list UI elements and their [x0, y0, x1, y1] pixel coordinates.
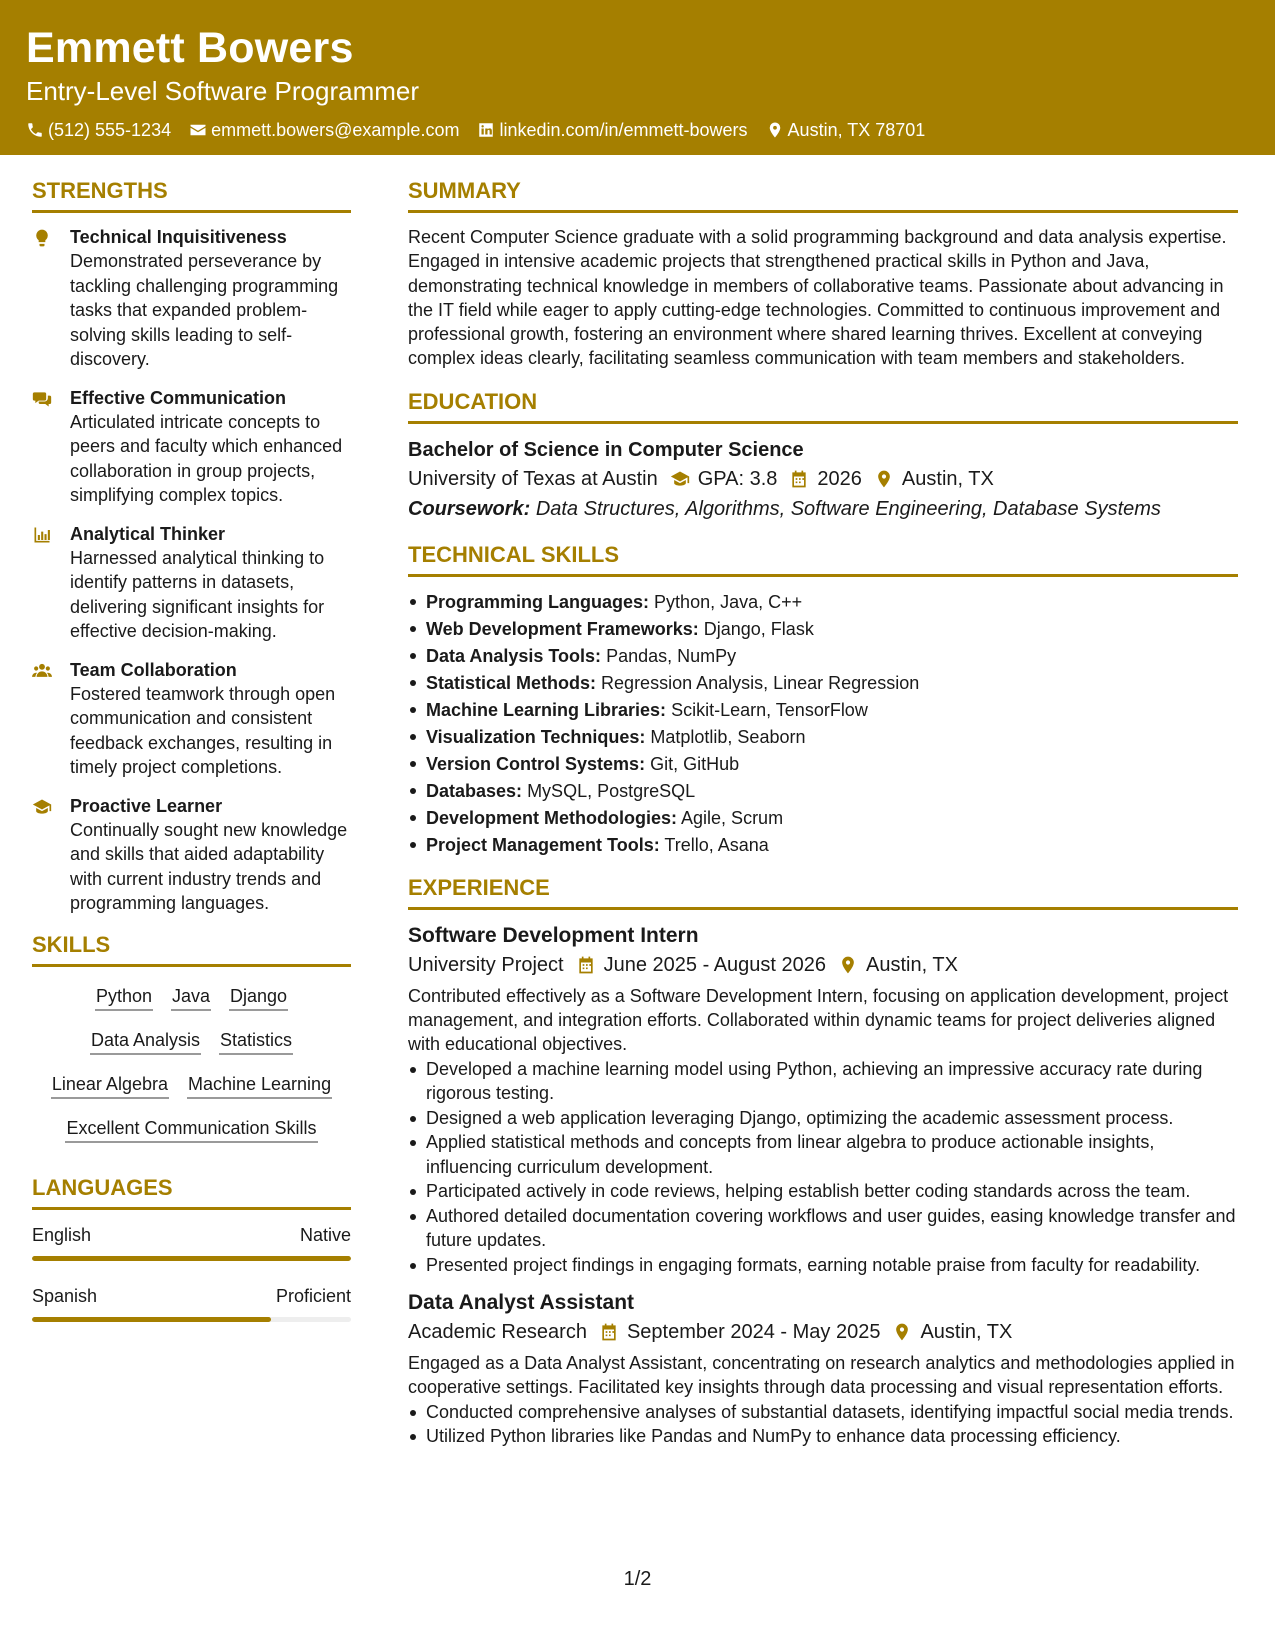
phone-text: (512) 555-1234 — [48, 120, 172, 140]
skill-category: Web Development Frameworks: — [426, 618, 699, 639]
list-item: Conducted comprehensive analyses of substantial datasets, identifying impactful social media trends. — [408, 1400, 1238, 1425]
strength-title: Team Collaboration — [70, 659, 237, 680]
contact-linkedin[interactable] — [477, 118, 747, 142]
language-name: Spanish — [32, 1285, 98, 1306]
experience-item — [408, 1289, 1238, 1449]
skill-values: Trello, Asana — [664, 834, 769, 855]
job-location: Austin, TX — [920, 1321, 1013, 1344]
skill-values: MySQL, PostgreSQL — [527, 780, 696, 801]
skill-tag: Java — [171, 983, 211, 1011]
coursework-list: Data Structures, Algorithms, Software Engineering, Database Systems — [535, 497, 1161, 520]
language-name: English — [32, 1224, 92, 1245]
graduation-year: 2026 — [817, 467, 862, 490]
languages-heading: LANGUAGES — [32, 1173, 351, 1210]
job-meta — [408, 950, 1238, 980]
skill-category: Version Control Systems: — [426, 753, 646, 774]
language-bar — [32, 1256, 351, 1261]
list-item — [408, 805, 1238, 832]
strength-title: Technical Inquisitiveness — [70, 227, 287, 247]
skill-values: Matplotlib, Seaborn — [650, 726, 806, 747]
calendar-icon — [789, 469, 809, 489]
strength-desc: Demonstrated perseverance by tackling challenging programming tasks that expanded problem-solving skills leading to self-discovery. — [70, 251, 339, 369]
strength-desc: Harnessed analytical thinking to identify patterns in datasets, delivering significant insights for effective decision-making. — [70, 547, 325, 641]
skill-tag: Statistics — [219, 1027, 293, 1055]
experience-heading: EXPERIENCE — [408, 873, 1238, 910]
education-heading: EDUCATION — [408, 387, 1238, 424]
summary-heading: SUMMARY — [408, 176, 1238, 213]
skill-tag: Python — [95, 983, 153, 1011]
summary-text: Recent Computer Science graduate with a solid programming background and data analysis expertise. Engaged in intensive academic projects that strengthened practical skills in Python and Java, demonstrating technical knowledge in members of collaborative teams. Passionate about advancing in the IT field while eager to apply cutting-edge technologies. Committed to continuous improvement and professional growth, fostering an environment where shared learning thrives. Excellent at conveying complex ideas clearly, facilitating seamless communication with team members and stakeholders. — [408, 227, 1227, 369]
lightbulb-icon — [32, 228, 52, 248]
skill-values: Scikit-Learn, TensorFlow — [671, 699, 868, 720]
resume-header — [0, 0, 1275, 155]
coursework — [408, 494, 1238, 524]
school-location: Austin, TX — [901, 467, 994, 490]
skill-values: Regression Analysis, Linear Regression — [601, 672, 920, 693]
map-marker-icon — [766, 121, 784, 139]
strength-title: Proactive Learner — [70, 795, 223, 816]
candidate-name: Emmett Bowers — [26, 24, 354, 72]
language-bar-fill — [32, 1256, 351, 1261]
map-marker-icon — [892, 1322, 912, 1342]
map-marker-icon — [838, 955, 858, 975]
skill-category: Development Methodologies: — [426, 807, 678, 828]
list-item: Presented project findings in engaging formats, earning notable praise from faculty for readability. — [408, 1253, 1238, 1278]
linkedin-icon — [477, 121, 495, 139]
list-item — [408, 670, 1238, 697]
list-item: Applied statistical methods and concepts from linear algebra to produce actionable insights, influencing curriculum development. — [408, 1130, 1238, 1179]
left-column — [32, 176, 351, 1344]
job-title: Software Development Intern — [408, 923, 699, 947]
users-icon — [32, 661, 52, 681]
job-dates: September 2024 - May 2025 — [626, 1321, 881, 1344]
strength-desc: Continually sought new knowledge and skills that aided adaptability with current industry trends and programming languages. — [70, 819, 348, 913]
strength-title: Effective Communication — [70, 387, 287, 408]
strength-item — [32, 386, 351, 508]
technical-skills-heading: TECHNICAL SKILLS — [408, 540, 1238, 577]
strength-title: Analytical Thinker — [70, 523, 226, 544]
skill-tag: Machine Learning — [187, 1071, 332, 1099]
list-item: Authored detailed documentation covering workflows and user guides, easing knowledge transfer and future updates. — [408, 1204, 1238, 1253]
list-item: Participated actively in code reviews, helping establish better coding standards across the team. — [408, 1179, 1238, 1204]
contact-email[interactable] — [189, 118, 459, 142]
contact-row — [26, 118, 1249, 142]
list-item — [408, 589, 1238, 616]
skill-values: Agile, Scrum — [681, 807, 784, 828]
chart-icon — [32, 525, 52, 545]
skill-category: Machine Learning Libraries: — [426, 699, 667, 720]
skill-category: Programming Languages: — [426, 591, 650, 612]
strength-item — [32, 794, 351, 916]
calendar-icon — [576, 955, 596, 975]
phone-icon — [26, 121, 44, 139]
list-item: Developed a machine learning model using Python, achieving an impressive accuracy rate during rigorous testing. — [408, 1057, 1238, 1106]
experience-item — [408, 922, 1238, 1277]
language-item — [32, 1222, 351, 1261]
comments-icon — [32, 389, 52, 409]
list-item — [408, 697, 1238, 724]
job-dates: June 2025 - August 2026 — [603, 953, 827, 976]
list-item — [408, 643, 1238, 670]
contact-phone[interactable] — [26, 118, 171, 142]
strength-desc: Fostered teamwork through open communication and consistent feedback exchanges, resulting in timely project completions. — [70, 683, 336, 777]
graduation-cap-icon — [32, 797, 52, 817]
list-item — [408, 778, 1238, 805]
skill-values: Python, Java, C++ — [654, 591, 803, 612]
job-description: Engaged as a Data Analyst Assistant, concentrating on research analytics and methodologies applied in cooperative settings. Facilitated key insights through data processing and visual representation efforts. — [408, 1353, 1235, 1398]
strengths-heading: STRENGTHS — [32, 176, 351, 213]
skill-category: Project Management Tools: — [426, 834, 660, 855]
gpa: GPA: 3.8 — [697, 467, 778, 490]
skill-values: Git, GitHub — [650, 753, 740, 774]
job-location: Austin, TX — [866, 953, 958, 976]
job-org: Academic Research — [408, 1321, 587, 1344]
graduation-cap-icon — [670, 469, 690, 489]
skill-tag: Linear Algebra — [51, 1071, 169, 1099]
contact-location — [766, 118, 926, 142]
list-item — [408, 724, 1238, 751]
skill-category: Databases: — [426, 780, 523, 801]
strength-item — [32, 225, 351, 372]
technical-skills-list — [408, 589, 1238, 859]
list-item — [408, 751, 1238, 778]
envelope-icon — [189, 121, 207, 139]
skill-category: Statistical Methods: — [426, 672, 597, 693]
strength-item — [32, 522, 351, 644]
skills-heading: SKILLS — [32, 930, 351, 967]
job-title: Data Analyst Assistant — [408, 1291, 635, 1315]
calendar-icon — [599, 1322, 619, 1342]
right-column — [408, 176, 1238, 1461]
skill-tag: Data Analysis — [90, 1027, 201, 1055]
language-level: Native — [299, 1224, 351, 1245]
job-description: Contributed effectively as a Software Development Intern, focusing on application development, project management, and integration efforts. Collaborated within dynamic teams for project deliveries aligned with educational objectives. — [408, 985, 1229, 1055]
education-meta — [408, 464, 1238, 494]
email-text: emmett.bowers@example.com — [211, 120, 460, 140]
page-number: 1/2 — [623, 1568, 652, 1590]
language-bar-fill — [32, 1317, 271, 1322]
map-marker-icon — [874, 469, 894, 489]
job-org: University Project — [408, 953, 564, 976]
skill-values: Django, Flask — [703, 618, 814, 639]
skills-list — [32, 979, 351, 1143]
list-item: Designed a web application leveraging Django, optimizing the academic assessment process. — [408, 1106, 1238, 1131]
list-item — [408, 832, 1238, 859]
job-bullets — [408, 1057, 1238, 1278]
language-bar — [32, 1317, 351, 1322]
list-item — [408, 616, 1238, 643]
strength-desc: Articulated intricate concepts to peers and faculty which enhanced collaboration in group projects, simplifying complex topics. — [70, 411, 343, 505]
job-meta — [408, 1317, 1238, 1347]
skill-category: Visualization Techniques: — [426, 726, 646, 747]
linkedin-text: linkedin.com/in/emmett-bowers — [499, 120, 748, 140]
skill-values: Pandas, NumPy — [606, 645, 737, 666]
coursework-label: Coursework: — [408, 497, 531, 520]
strength-item — [32, 658, 351, 780]
candidate-title: Entry-Level Software Programmer — [26, 76, 420, 106]
skill-category: Data Analysis Tools: — [426, 645, 602, 666]
job-bullets — [408, 1400, 1238, 1449]
school-name: University of Texas at Austin — [408, 467, 658, 490]
degree-title: Bachelor of Science in Computer Science — [408, 438, 804, 461]
skill-tag: Django — [229, 983, 288, 1011]
list-item: Utilized Python libraries like Pandas and NumPy to enhance data processing efficiency. — [408, 1424, 1238, 1449]
language-level: Proficient — [275, 1285, 351, 1306]
skill-tag: Excellent Communication Skills — [65, 1115, 317, 1143]
language-item — [32, 1283, 351, 1322]
location-text: Austin, TX 78701 — [787, 120, 926, 140]
